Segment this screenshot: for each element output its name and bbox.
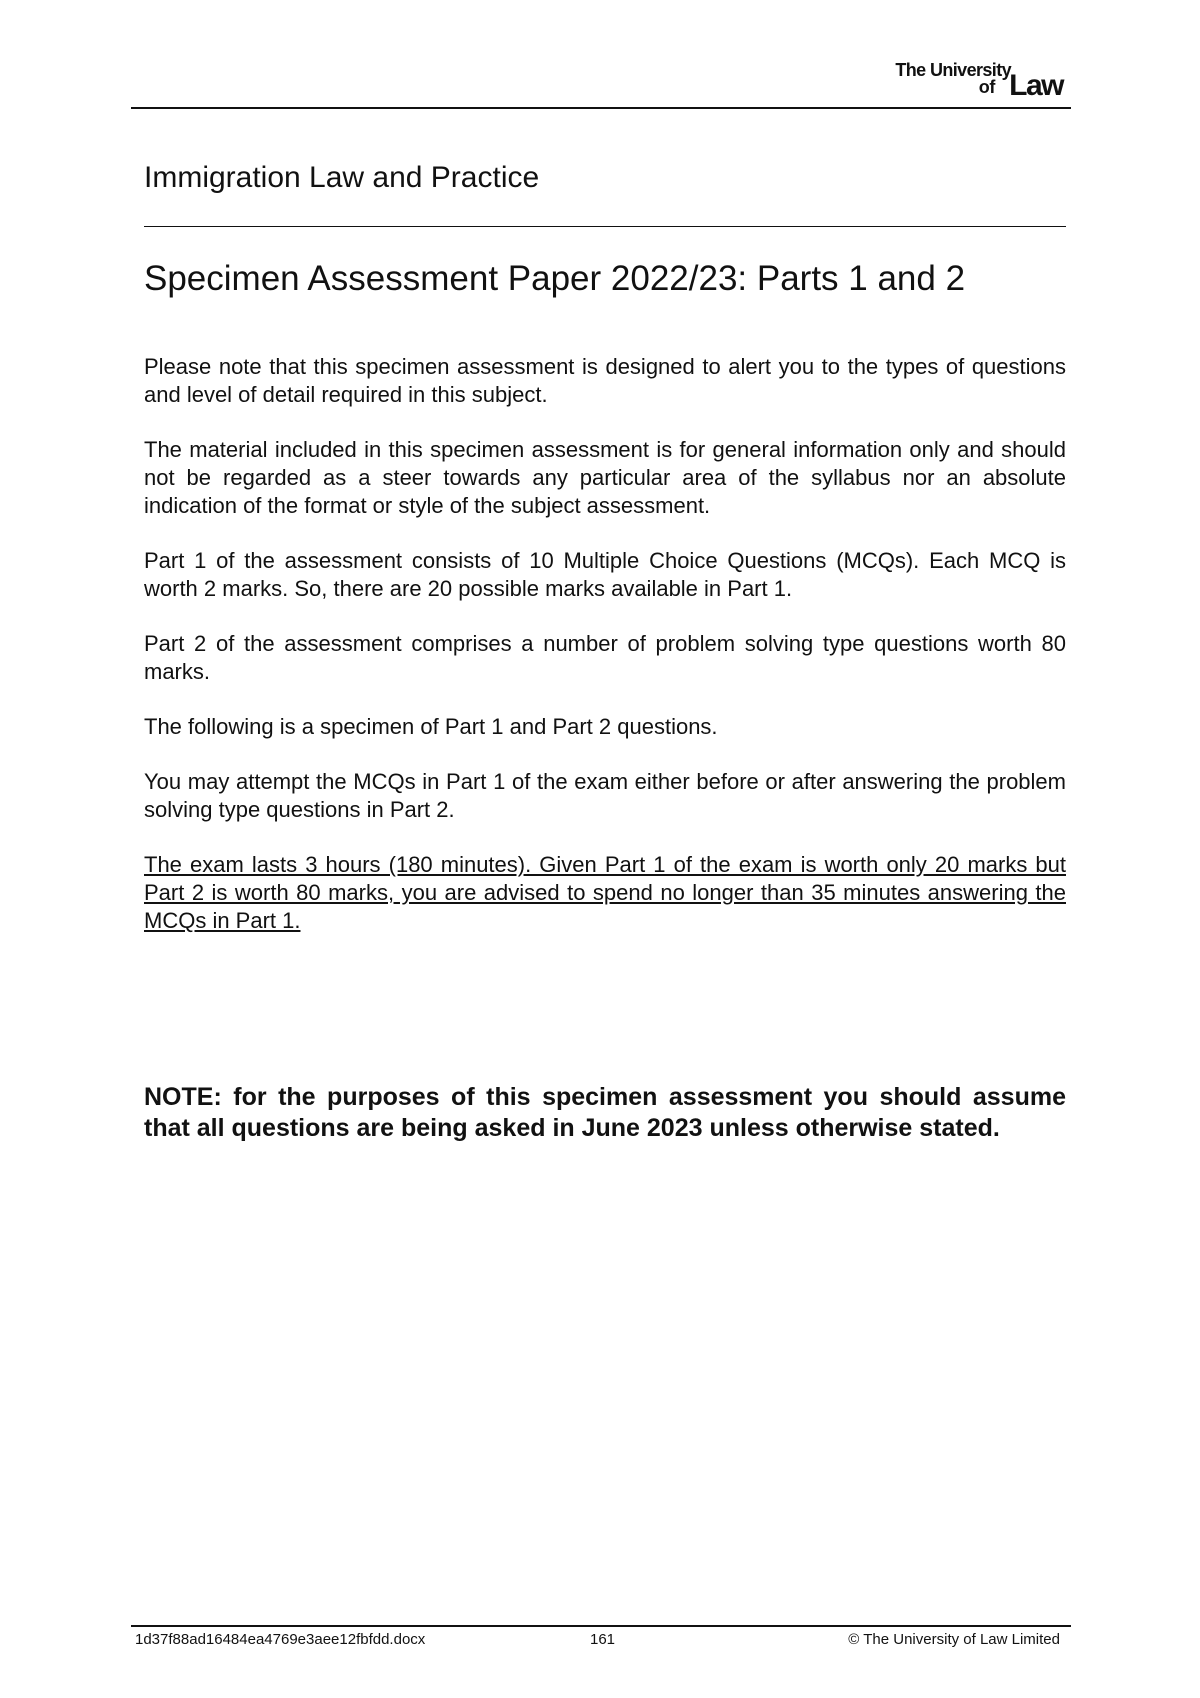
paragraph-intro: Please note that this specimen assessment is designed to alert you to the types of questions and level of detail required in this subject. [144,354,1066,407]
paragraph-timing: The exam lasts 3 hours (180 minutes). Given Part 1 of the exam is worth only 20 marks but Part 2 is worth 80 marks, you are advised to spend no longer than 35 minutes answering the MCQs in Part 1. [144,852,1066,933]
paragraph-part2: Part 2 of the assessment comprises a number of problem solving type questions worth 80 marks. [144,631,1066,684]
assessment-note: NOTE: for the purposes of this specimen assessment you should assume that all questions are being asked in June 2023 unless otherwise stated. [144,1083,1066,1142]
document-body [144,353,1066,962]
logo-line-university: The University [895,60,1011,80]
logo-line-law: Law [1009,69,1063,102]
paragraph-part1: Part 1 of the assessment consists of 10 Multiple Choice Questions (MCQs). Each MCQ is worth 2 marks. So, there are 20 possible marks available in Part 1. [144,548,1066,601]
footer-filename: 1d37f88ad16484ea4769e3aee12fbfdd.docx [135,1631,426,1648]
footer-divider [131,1625,1071,1627]
footer-page-number: 161 [590,1631,616,1648]
page-title: Specimen Assessment Paper 2022/23: Parts 1 and 2 [144,259,966,298]
paragraph-order: You may attempt the MCQs in Part 1 of the exam either before or after answering the problem solving type questions in Part 2. [144,769,1066,822]
footer-copyright: © The University of Law Limited [848,1631,1060,1648]
logo-line-of: of [978,77,995,97]
paragraph-disclaimer: The material included in this specimen assessment is for general information only and should not be regarded as a steer towards any particular area of the syllabus nor an absolute indication of the format or style of the subject assessment. [144,437,1066,518]
header-divider [131,107,1071,109]
subject-divider [144,226,1066,227]
subject-heading: Immigration Law and Practice [144,161,540,194]
paragraph-specimen: The following is a specimen of Part 1 and Part 2 questions. [144,714,718,739]
university-logo [853,58,1063,100]
